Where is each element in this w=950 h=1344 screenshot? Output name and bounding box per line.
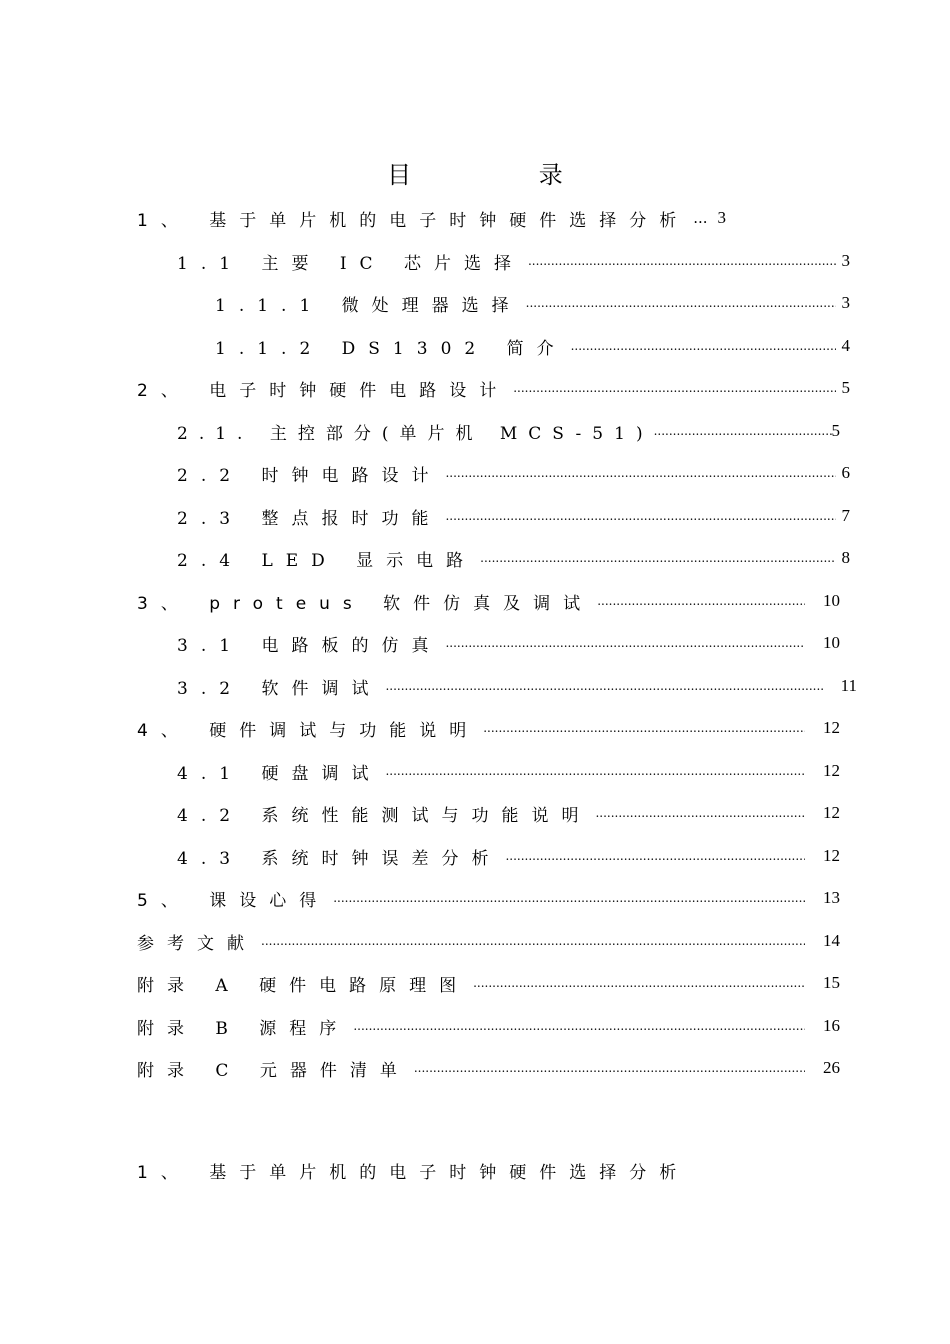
toc-entry-leader — [654, 424, 832, 438]
toc-entry-page: 4 — [841, 336, 850, 355]
toc-entry-page: 10 — [823, 633, 840, 652]
toc-entry-label: 1.1.1 微处理器选择 — [215, 295, 522, 316]
toc-entry-label: 2.3 整点报时功能 — [177, 508, 442, 529]
toc-entry-page: 8 — [841, 548, 850, 567]
toc-entry-3[interactable] — [137, 587, 840, 615]
toc-entry-leader — [445, 509, 835, 523]
toc-entry-label: 4.2 系统性能测试与功能说明 — [177, 805, 592, 826]
toc-entry-label: 1.1 主要 IC 芯片选择 — [177, 253, 524, 274]
toc-entry-label: 1、 基于单片机的电子时钟硬件选择分析 — [137, 210, 690, 231]
toc-entry-leader — [473, 976, 805, 990]
toc-entry-label: 2.1. 主控部分(单片机 MCS-51) — [177, 423, 654, 444]
toc-entry-leader — [385, 679, 824, 693]
toc-entry-page: 26 — [823, 1058, 840, 1077]
toc-entry-label: 2.4 LED 显示电路 — [177, 550, 477, 571]
toc-entry-4-2[interactable] — [177, 799, 840, 827]
toc-entry-leader — [333, 891, 805, 905]
toc-entry-appendix-a[interactable] — [137, 969, 840, 997]
toc-entry-2-2[interactable] — [177, 459, 850, 487]
toc-entry-3-1[interactable] — [177, 629, 840, 657]
toc-entry-5[interactable] — [137, 884, 840, 912]
toc-entry-label: 3、 proteus 软件仿真及调试 — [137, 593, 594, 614]
toc-entry-leader — [595, 806, 805, 820]
toc-entry-page: 3 — [841, 293, 850, 312]
toc-entry-1-1-2[interactable] — [215, 332, 850, 360]
toc-entry-page: 3 — [717, 208, 727, 227]
toc-entry-page: 5 — [841, 378, 850, 397]
toc-entry-page: 11 — [840, 676, 857, 695]
toc-entry-label: 5、 课设心得 — [137, 890, 330, 911]
toc-entry-label: 4.1 硬盘调试 — [177, 763, 382, 784]
toc-entry-leader — [445, 466, 835, 480]
toc-entry-leader — [385, 764, 805, 778]
toc-entry-appendix-b[interactable] — [137, 1012, 840, 1040]
section-heading: 1、 基于单片机的电子时钟硬件选择分析 — [137, 1163, 690, 1183]
toc-entry-label: 附录 B 源程序 — [137, 1018, 350, 1039]
toc-entry-page: 15 — [823, 973, 840, 992]
toc-entry-2-1[interactable] — [177, 417, 840, 445]
toc-entry-leader — [526, 296, 836, 310]
toc-entry-label: 4、 硬件调试与功能说明 — [137, 720, 480, 741]
toc-entry-page: 12 — [823, 718, 840, 737]
toc-entry-leader — [480, 551, 835, 565]
toc-entry-label: 附录 A 硬件电路原理图 — [137, 975, 470, 996]
toc-entry-2-4[interactable] — [177, 544, 850, 572]
toc-entry-page: 10 — [823, 591, 840, 610]
toc-entry-1[interactable] — [137, 204, 850, 232]
toc-entry-4-3[interactable] — [177, 842, 840, 870]
toc-entry-page: 16 — [823, 1016, 840, 1035]
toc-entry-page: 12 — [823, 761, 840, 780]
toc-entry-leader — [353, 1019, 805, 1033]
toc-entry-leader — [597, 594, 805, 608]
toc-entry-leader — [513, 381, 835, 395]
toc-entry-ellipsis: ... — [693, 209, 708, 227]
toc-entry-leader — [528, 254, 836, 268]
toc-entry-page: 14 — [823, 931, 840, 950]
toc-entry-label: 4.3 系统时钟误差分析 — [177, 848, 502, 869]
toc-entry-1-1-1[interactable] — [215, 289, 850, 317]
toc-entry-page: 12 — [823, 803, 840, 822]
toc-entry-leader — [261, 934, 805, 948]
toc-entry-label: 1.1.2 DS1302 简介 — [215, 338, 567, 359]
toc-entry-page: 12 — [823, 846, 840, 865]
toc-entry-leader — [414, 1061, 805, 1075]
toc-entry-label: 2.2 时钟电路设计 — [177, 465, 442, 486]
toc-entry-3-2[interactable] — [177, 672, 857, 700]
toc-entry-1-1[interactable] — [177, 247, 850, 275]
toc-title: 目 录 — [387, 161, 623, 189]
toc-entry-label: 2、 电子时钟硬件电路设计 — [137, 380, 510, 401]
toc-entry-label: 3.2 软件调试 — [177, 678, 382, 699]
toc-entry-2-3[interactable] — [177, 502, 850, 530]
toc-entry-leader — [505, 849, 805, 863]
toc-entry-label: 参考文献 — [137, 933, 257, 954]
toc-entry-4[interactable] — [137, 714, 840, 742]
toc-entry-label: 3.1 电路板的仿真 — [177, 635, 442, 656]
toc-entry-4-1[interactable] — [177, 757, 840, 785]
toc-entry-page: 6 — [841, 463, 850, 482]
toc-entry-leader — [571, 339, 836, 353]
toc-entry-appendix-c[interactable] — [137, 1054, 840, 1082]
toc-entry-2[interactable] — [137, 374, 850, 402]
toc-entry-references[interactable] — [137, 927, 840, 955]
toc-entry-page: 7 — [841, 506, 850, 525]
toc-entry-page: 3 — [841, 251, 850, 270]
toc-entry-page: 5 — [831, 421, 840, 440]
toc-entry-page: 13 — [823, 888, 840, 907]
toc-entry-leader — [483, 721, 805, 735]
toc-entry-label: 附录 C 元器件清单 — [137, 1060, 410, 1081]
toc-entry-leader — [445, 636, 805, 650]
